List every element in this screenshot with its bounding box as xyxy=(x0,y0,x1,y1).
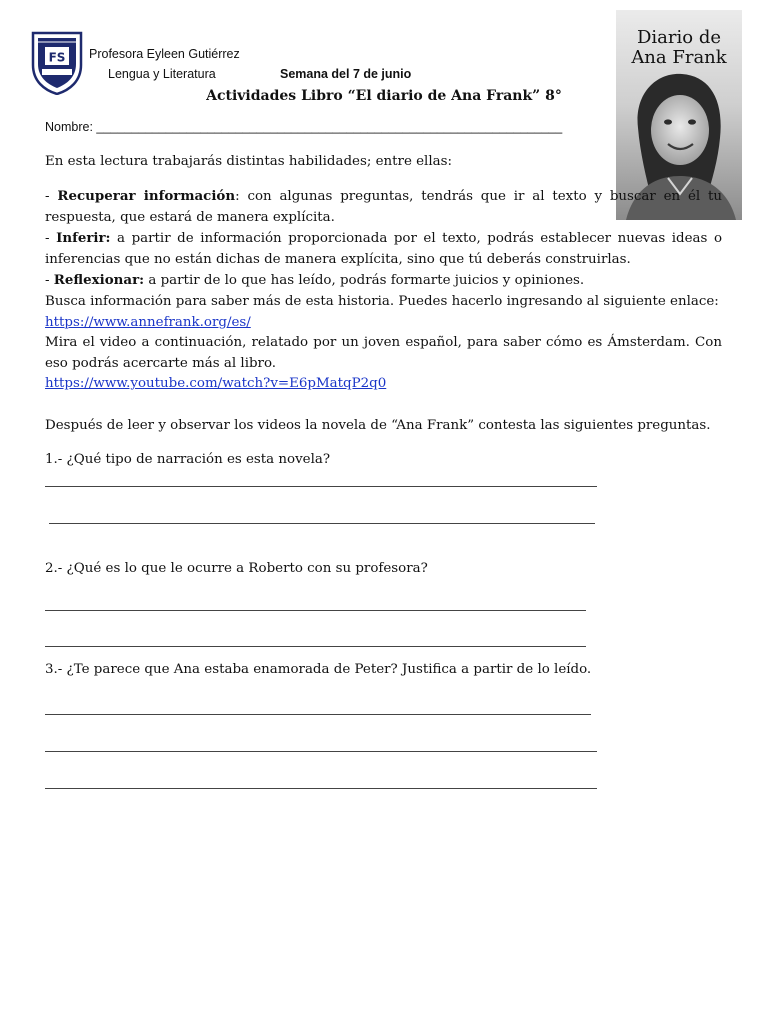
skill-item: - Recuperar información: con algunas preguntas, tendrás que ir al texto y buscar en él tu respuesta, que estará de manera explícita. xyxy=(45,188,722,225)
search-info-text: Busca información para saber más de esta historia. Puedes hacerlo ingresando al siguiente enlace: xyxy=(45,293,719,309)
page-title: Actividades Libro “El diario de Ana Frank” 8° xyxy=(206,88,562,104)
book-cover-title xyxy=(616,28,742,68)
subject-name: Lengua y Literatura xyxy=(108,67,216,81)
skill-text: a partir de información proporcionada por el texto, podrás establecer nuevas ideas o inferencias que no están dichas de manera explícita, sino que tú deberás construirlas. xyxy=(45,231,723,267)
skill-item: - Reflexionar: a partir de lo que has leído, podrás formarte juicios y opiniones. xyxy=(45,272,585,289)
skill-text: : con algunas preguntas, tendrás que ir al texto y buscar en él tu respuesta, que estará de manera explícita. xyxy=(45,189,722,225)
question-3: 3.- ¿Te parece que Ana estaba enamorada de Peter? Justifica a partir de lo leído. xyxy=(45,662,592,677)
answer-line[interactable] xyxy=(45,788,597,789)
answer-line[interactable] xyxy=(49,523,595,524)
annefrank-link[interactable]: https://www.annefrank.org/es/ xyxy=(45,314,251,330)
instruction-text: Después de leer y observar los videos la novela de “Ana Frank” contesta las siguientes preguntas. xyxy=(45,418,711,433)
answer-line[interactable] xyxy=(45,486,597,487)
book-cover-title-line1: Diario de xyxy=(636,27,721,48)
youtube-video-link[interactable]: https://www.youtube.com/watch?v=E6pMatqP2q0 xyxy=(45,376,387,392)
teacher-name: Profesora Eyleen Gutiérrez xyxy=(89,47,240,61)
school-logo xyxy=(30,31,84,95)
question-1: 1.- ¿Qué tipo de narración es esta novela? xyxy=(45,452,331,467)
skill-text: a partir de lo que has leído, podrás formarte juicios y opiniones. xyxy=(144,273,585,289)
week-label: Semana del 7 de junio xyxy=(280,67,412,81)
name-field-line: Nombre: ___________________________________________________________________ xyxy=(45,120,563,134)
answer-line[interactable] xyxy=(45,610,586,611)
book-cover-title-line2: Ana Frank xyxy=(631,47,727,68)
answer-line[interactable] xyxy=(45,646,586,647)
skill-term: Reflexionar: xyxy=(53,272,145,289)
skill-term: Inferir: xyxy=(56,230,111,247)
answer-line[interactable] xyxy=(45,751,597,752)
question-2: 2.- ¿Qué es lo que le ocurre a Roberto con su profesora? xyxy=(45,561,428,576)
skills-list xyxy=(45,186,722,395)
skill-item: - Inferir: a partir de información proporcionada por el texto, podrás establecer nuevas ideas o inferencias que no están dichas de manera explícita, sino que tú deberás construirlas. xyxy=(45,230,723,267)
intro-text: En esta lectura trabajarás distintas habilidades; entre ellas: xyxy=(45,154,452,169)
video-info-text: Mira el video a continuación, relatado por un joven español, para saber cómo es Ámsterdam. Con eso podrás acercarte más al libro. xyxy=(45,335,722,371)
skill-term: Recuperar información xyxy=(57,188,236,204)
svg-text:FS: FS xyxy=(48,50,66,65)
answer-line[interactable] xyxy=(45,714,591,715)
